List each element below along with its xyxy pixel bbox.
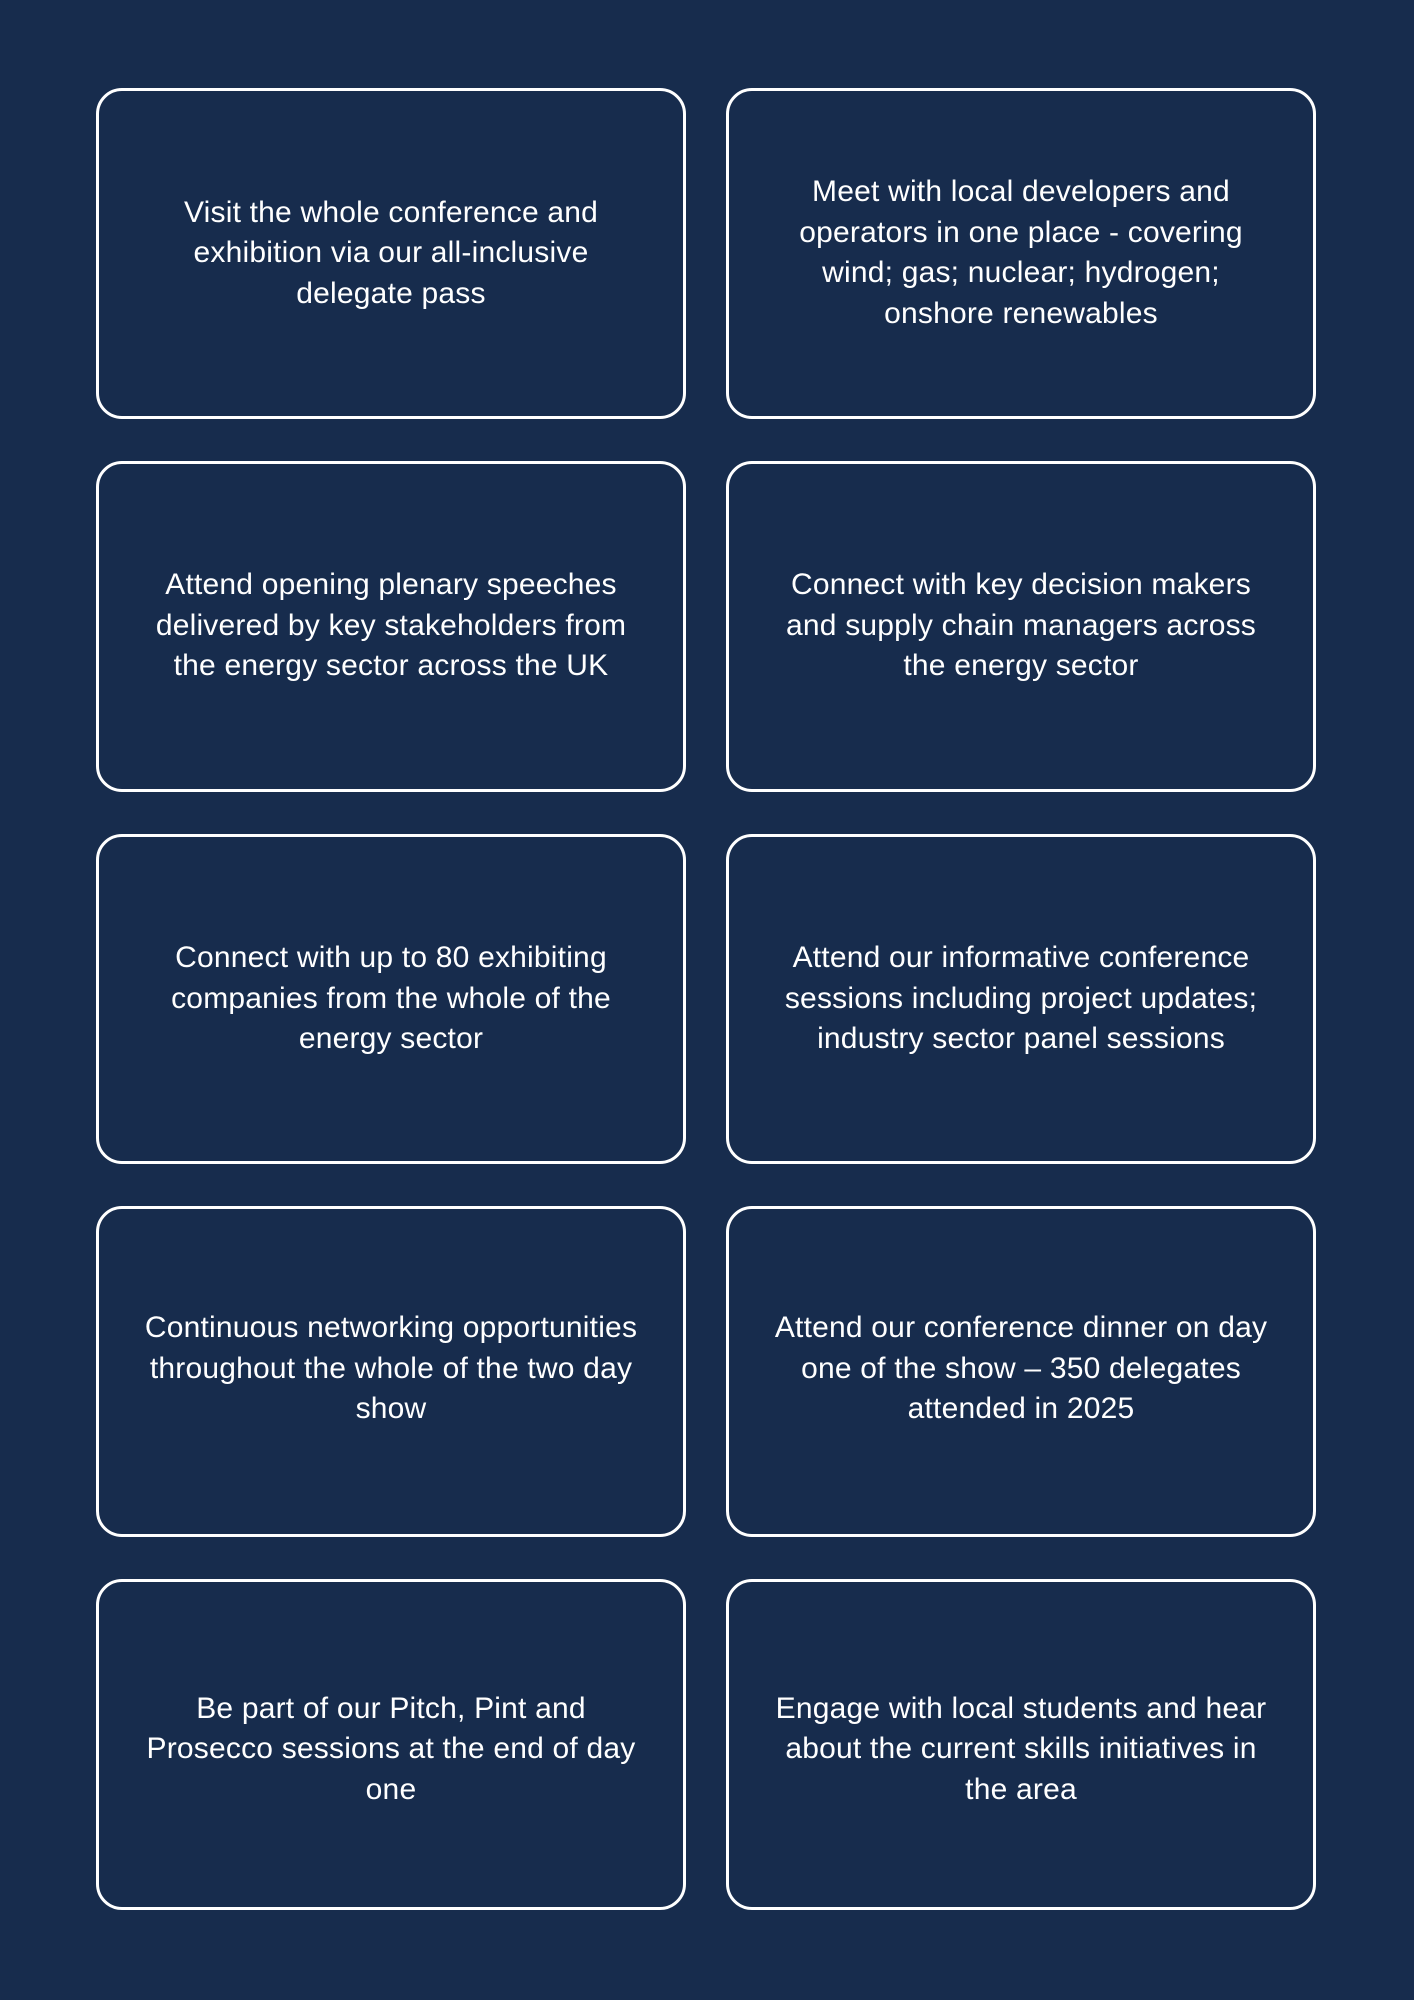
benefit-card-text: Attend opening plenary speeches delivered by key stakeholders from the energy sector across the UK (155, 568, 627, 683)
benefit-card-text: Visit the whole conference and exhibition via our all-inclusive delegate pass (183, 195, 599, 310)
benefit-card-networking (96, 1206, 686, 1537)
benefit-card-conference-dinner (726, 1206, 1316, 1537)
benefit-card-text: Meet with local developers and operators in one place - covering wind; gas; nuclear; hydrogen; onshore renewables (799, 175, 1243, 330)
benefit-card-local-developers (726, 88, 1316, 419)
benefit-card-conference-sessions (726, 834, 1316, 1165)
benefit-card-text: Be part of our Pitch, Pint and Prosecco sessions at the end of day one (146, 1691, 636, 1806)
benefit-card-delegate-pass (96, 88, 686, 419)
benefit-card-text: Connect with up to 80 exhibiting companies from the whole of the energy sector (171, 941, 611, 1056)
benefit-card-exhibiting-companies (96, 834, 686, 1165)
benefits-card-grid (96, 88, 1316, 1910)
benefit-card-text: Attend our informative conference sessions including project updates; industry sector panel sessions (784, 941, 1258, 1056)
benefit-card-text: Attend our conference dinner on day one of the show – 350 delegates attended in 2025 (774, 1311, 1268, 1426)
benefit-card-pitch-pint-prosecco (96, 1579, 686, 1910)
benefit-card-text: Connect with key decision makers and supply chain managers across the energy sector (786, 568, 1256, 683)
benefit-card-decision-makers (726, 461, 1316, 792)
benefit-card-text: Engage with local students and hear about the current skills initiatives in the area (775, 1691, 1267, 1806)
benefit-card-opening-plenary (96, 461, 686, 792)
benefit-card-local-students (726, 1579, 1316, 1910)
benefit-card-text: Continuous networking opportunities throughout the whole of the two day show (144, 1311, 638, 1426)
